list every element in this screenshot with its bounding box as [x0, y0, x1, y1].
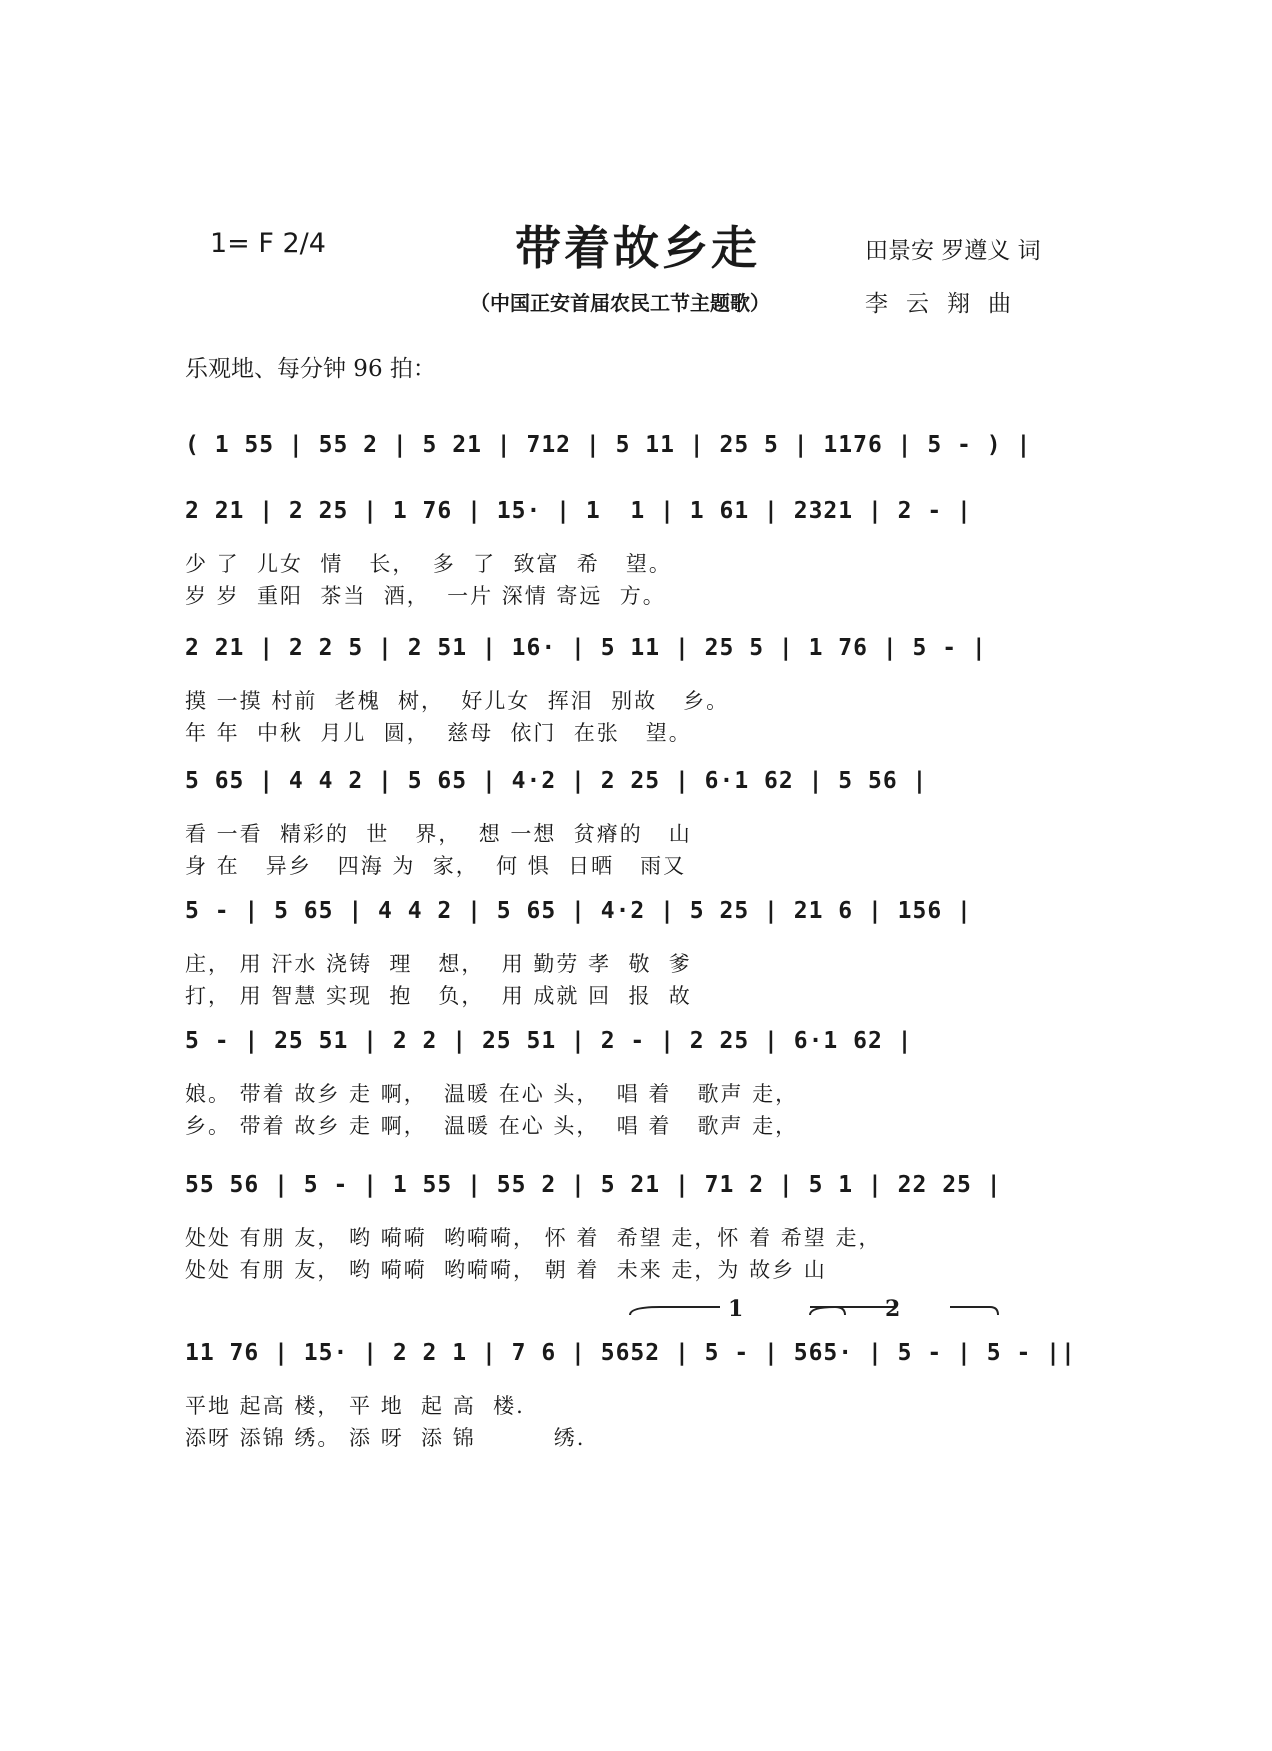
volta-second-label: 2: [885, 1296, 901, 1322]
key-signature: 1= F 2/4: [210, 228, 326, 259]
lyric-verse-2: 处处 有朋 友， 哟 嗬嗬 哟嗬嗬， 朝 着 未来 走，为 故乡 山: [185, 1258, 827, 1282]
notation-line: 55 56 | 5 - | 1 55 | 55 2 | 5 21 | 71 2 | 5 1 | 22 25 |: [185, 1172, 1002, 1198]
lyricist-credit: 田景安 罗遵义 词: [865, 238, 1041, 264]
tempo-marking: 乐观地、每分钟 96 拍：: [185, 356, 436, 382]
lyric-verse-1: 摸 一摸 村前 老槐 树， 好儿女 挥泪 别故 乡。: [185, 689, 730, 713]
lyric-verse-2: 添呀 添锦 绣。 添 呀 添 锦 绣.: [185, 1426, 586, 1450]
song-subtitle: （中国正安首届农民工节主题歌）: [470, 291, 770, 315]
song-title: 带着故乡走: [515, 221, 760, 275]
volta-first-label: 1: [728, 1296, 744, 1322]
lyric-verse-2: 身 在 异乡 四海 为 家， 何 惧 日晒 雨又: [185, 854, 687, 878]
notation-line: 5 65 | 4 4 2 | 5 65 | 4·2 | 2 25 | 6·1 62 | 5 56 |: [185, 768, 928, 794]
notation-line: 2 21 | 2 25 | 1 76 | 15· | 1 1 | 1 61 | 2321 | 2 - |: [185, 498, 972, 524]
lyric-verse-2: 打， 用 智慧 实现 抱 负， 用 成就 回 报 故: [185, 984, 692, 1008]
composer-credit: 李云翔曲: [865, 291, 1029, 317]
lyric-verse-2: 岁 岁 重阳 茶当 酒， 一片 深情 寄远 方。: [185, 584, 666, 608]
lyric-verse-1: 少 了 儿女 情 长， 多 了 致富 希 望。: [185, 552, 672, 576]
lyric-verse-2: 年 年 中秋 月儿 圆， 慈母 依门 在张 望。: [185, 721, 692, 745]
lyric-verse-1: 看 一看 精彩的 世 界， 想 一想 贫瘠的 山: [185, 822, 692, 846]
notation-line: 5 - | 5 65 | 4 4 2 | 5 65 | 4·2 | 5 25 | 21 6 | 156 |: [185, 898, 972, 924]
lyric-verse-1: 庄， 用 汗水 浇铸 理 想， 用 勤劳 孝 敬 爹: [185, 952, 692, 976]
notation-line: 11 76 | 15· | 2 2 1 | 7 6 | 5652 | 5 - | 565· | 5 - | 5 - ||: [185, 1340, 1076, 1366]
lyric-verse-1: 平地 起高 楼， 平 地 起 高 楼.: [185, 1394, 525, 1418]
lyric-verse-2: 乡。 带着 故乡 走 啊， 温暖 在心 头， 唱 着 歌声 走，: [185, 1114, 799, 1138]
notation-line: ( 1 55 | 55 2 | 5 21 | 712 | 5 11 | 25 5 | 1176 | 5 - ) |: [185, 432, 1032, 458]
volta-brackets: [620, 1295, 1020, 1335]
notation-line: 5 - | 25 51 | 2 2 | 25 51 | 2 - | 2 25 | 6·1 62 |: [185, 1028, 913, 1054]
lyric-verse-1: 娘。 带着 故乡 走 啊， 温暖 在心 头， 唱 着 歌声 走，: [185, 1082, 799, 1106]
lyric-verse-1: 处处 有朋 友， 哟 嗬嗬 哟嗬嗬， 怀 着 希望 走，怀 着 希望 走，: [185, 1226, 882, 1250]
notation-line: 2 21 | 2 2 5 | 2 51 | 16· | 5 11 | 25 5 | 1 76 | 5 - |: [185, 635, 987, 661]
